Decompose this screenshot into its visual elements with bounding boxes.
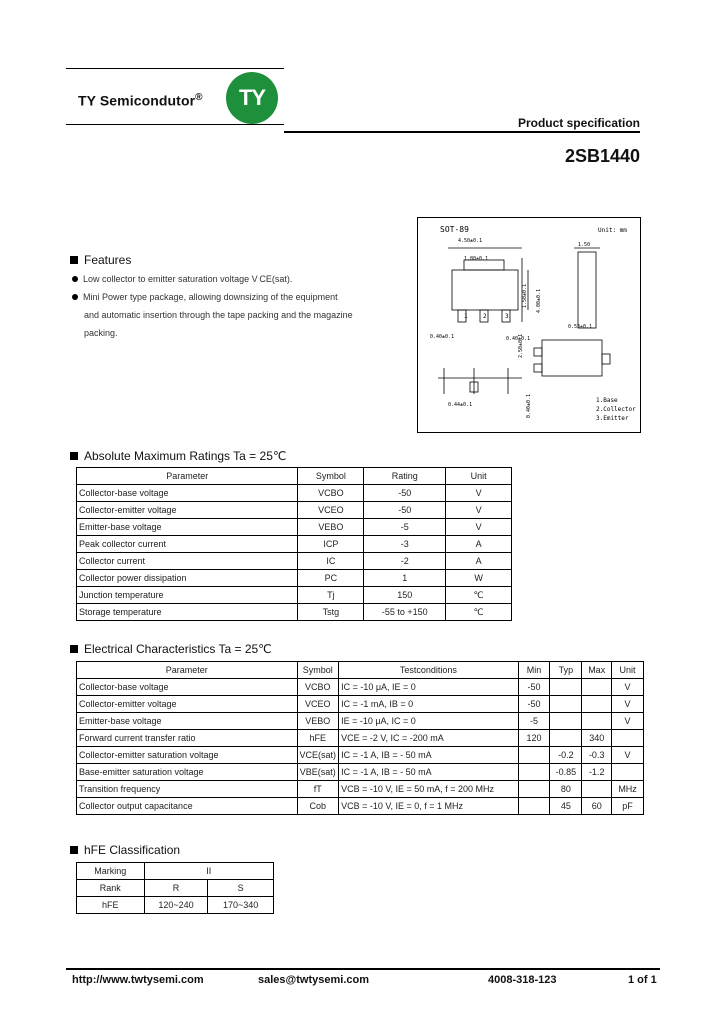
table-row [77, 485, 512, 502]
table-cell: Emitter-base voltage [77, 713, 298, 730]
table-cell: -2 [364, 553, 446, 570]
table-cell: Collector-emitter voltage [77, 502, 298, 519]
table-cell: pF [612, 798, 644, 815]
table-header-row: Parameter Symbol Rating Unit [77, 468, 512, 485]
footer-url[interactable]: http://www.twtysemi.com [72, 974, 204, 986]
features-heading: Features [70, 253, 131, 267]
table-row [77, 502, 512, 519]
package-drawing [417, 217, 641, 433]
table-cell: 150 [364, 587, 446, 604]
table-cell [518, 798, 550, 815]
bullet-dot-icon [72, 276, 78, 282]
table-cell: Collector-emitter voltage [77, 696, 298, 713]
table-cell [518, 747, 550, 764]
dim-label: 0.40±0.1 [526, 393, 532, 418]
table-row: Marking II [77, 863, 274, 880]
table-cell: -50 [364, 502, 446, 519]
feature-item: Mini Power type package, allowing downsizing of the equipment [72, 288, 392, 306]
table-cell: VCB = -10 V, IE = 0, f = 1 MHz [339, 798, 519, 815]
table-row [77, 553, 512, 570]
table-cell: Collector-base voltage [77, 485, 298, 502]
table-row [77, 519, 512, 536]
table-cell: V [446, 519, 512, 536]
table-cell: -50 [518, 679, 550, 696]
table-cell [582, 781, 612, 798]
table-cell: hFE [297, 730, 339, 747]
table-row: hFE 120~240 170~340 [77, 897, 274, 914]
dim-label: 1.50±0.1 [522, 283, 528, 308]
table-cell: V [612, 679, 644, 696]
footer-rule [66, 968, 660, 970]
table-cell: IC = -10 μA, IE = 0 [339, 679, 519, 696]
product-specification: Product specification [517, 116, 640, 130]
part-number: 2SB1440 [564, 146, 640, 166]
table-cell: V [446, 485, 512, 502]
table-cell [550, 696, 582, 713]
table-cell: A [446, 536, 512, 553]
table-cell: VEBO [298, 519, 364, 536]
table-row [77, 604, 512, 621]
table-row [77, 713, 644, 730]
table-row [77, 798, 644, 815]
table-cell: -50 [518, 696, 550, 713]
table-cell: Base-emitter saturation voltage [77, 764, 298, 781]
pin-number: 3 [505, 313, 509, 320]
dim-label: 0.53±0.1 [568, 324, 593, 330]
table-cell [550, 730, 582, 747]
ty-logo: TY [226, 72, 278, 124]
table-cell [550, 713, 582, 730]
table-cell: Cob [297, 798, 339, 815]
table-cell: VEBO [297, 713, 339, 730]
table-cell: Tstg [298, 604, 364, 621]
dim-label: 0.44±0.1 [448, 402, 473, 408]
table-cell: -0.85 [550, 764, 582, 781]
table-cell: Forward current transfer ratio [77, 730, 298, 747]
table-cell: Collector power dissipation [77, 570, 298, 587]
footer-email[interactable]: sales@twtysemi.com [258, 974, 369, 986]
table-cell: VCBO [298, 485, 364, 502]
dim-label: 4.00±0.1 [536, 288, 542, 313]
table-header-row: Parameter Symbol Testconditions Min Typ Max Unit [77, 662, 644, 679]
table-cell: 45 [550, 798, 582, 815]
table-cell: VCBO [297, 679, 339, 696]
elec-heading: Electrical Characteristics Ta = 25℃ [70, 642, 272, 656]
table-row [77, 696, 644, 713]
feature-item-cont: and automatic insertion through the tape packing and the magazine [84, 310, 353, 320]
table-cell [582, 696, 612, 713]
package-name: SOT-89 [440, 225, 469, 234]
table-row [77, 781, 644, 798]
pin-number: 1 [464, 313, 468, 320]
table-cell [612, 730, 644, 747]
table-cell: 80 [550, 781, 582, 798]
table-cell: IC = -1 A, IB = - 50 mA [339, 764, 519, 781]
feature-item: Low collector to emitter saturation voltage V CE(sat). [72, 270, 392, 288]
table-cell: V [612, 696, 644, 713]
table-cell: -1.2 [582, 764, 612, 781]
elec-char-table [76, 661, 644, 815]
abs-max-table [76, 467, 512, 621]
table-cell [518, 764, 550, 781]
table-cell: V [612, 713, 644, 730]
table-cell: fT [297, 781, 339, 798]
header-top-rule [66, 68, 284, 69]
table-cell: 1 [364, 570, 446, 587]
table-cell: Junction temperature [77, 587, 298, 604]
table-row [77, 730, 644, 747]
table-cell: PC [298, 570, 364, 587]
header-right-rule [284, 131, 640, 133]
dim-label: 4.50±0.1 [458, 238, 483, 244]
table-cell: -5 [364, 519, 446, 536]
table-cell: VCEO [298, 502, 364, 519]
table-cell: 120 [518, 730, 550, 747]
bullet-square-icon [70, 452, 78, 460]
table-cell: ICP [298, 536, 364, 553]
feature-item-cont: packing. [84, 328, 118, 338]
bullet-square-icon [70, 645, 78, 653]
table-cell: -0.2 [550, 747, 582, 764]
table-cell: Collector current [77, 553, 298, 570]
table-cell: VBE(sat) [297, 764, 339, 781]
table-cell: VCEO [297, 696, 339, 713]
hfe-table [76, 862, 274, 914]
table-row [77, 747, 644, 764]
table-cell: Collector output capacitance [77, 798, 298, 815]
table-cell: IC = -1 mA, IB = 0 [339, 696, 519, 713]
table-cell [518, 781, 550, 798]
table-row [77, 587, 512, 604]
dim-label: 2.50±0.1 [518, 333, 524, 358]
table-cell: IC = -1 A, IB = - 50 mA [339, 747, 519, 764]
dim-label: 1.50 [578, 242, 591, 248]
table-cell [582, 679, 612, 696]
table-cell: -3 [364, 536, 446, 553]
pin-legend-item: 2.Collector [596, 406, 636, 413]
dim-label: 0.40±0.1 [506, 336, 531, 342]
table-cell: MHz [612, 781, 644, 798]
dim-label: 1.80±0.1 [464, 256, 489, 262]
table-cell: A [446, 553, 512, 570]
table-cell: VCB = -10 V, IE = 50 mA, f = 200 MHz [339, 781, 519, 798]
table-cell [612, 764, 644, 781]
brand-name: TY Semicondutor® [78, 92, 203, 109]
table-cell: Tj [298, 587, 364, 604]
table-row [77, 536, 512, 553]
table-cell: Storage temperature [77, 604, 298, 621]
table-cell: VCE = -2 V, IC = -200 mA [339, 730, 519, 747]
table-cell: W [446, 570, 512, 587]
footer-phone: 4008-318-123 [488, 974, 557, 986]
table-cell: V [446, 502, 512, 519]
table-row [77, 570, 512, 587]
table-cell [550, 679, 582, 696]
table-cell: ℃ [446, 587, 512, 604]
package-unit: Unit: mm [598, 227, 627, 234]
table-cell: IC [298, 553, 364, 570]
table-cell: Collector-base voltage [77, 679, 298, 696]
table-cell: -0.3 [582, 747, 612, 764]
sot89-outline-diagram [418, 218, 640, 432]
table-cell: -50 [364, 485, 446, 502]
table-cell: VCE(sat) [297, 747, 339, 764]
table-cell: Collector-emitter saturation voltage [77, 747, 298, 764]
table-cell: 340 [582, 730, 612, 747]
pin-number: 2 [483, 313, 487, 320]
dim-label: 0.40±0.1 [430, 334, 455, 340]
table-row [77, 764, 644, 781]
pin-legend-item: 3.Emitter [596, 415, 629, 422]
features-list [72, 270, 392, 342]
table-cell: Emitter-base voltage [77, 519, 298, 536]
bullet-dot-icon [72, 294, 78, 300]
hfe-heading: hFE Classification [70, 843, 180, 857]
bullet-square-icon [70, 846, 78, 854]
footer-page: 1 of 1 [628, 974, 657, 986]
table-cell: ℃ [446, 604, 512, 621]
table-cell: V [612, 747, 644, 764]
header-mid-rule [66, 124, 284, 125]
table-cell: IE = -10 μA, IC = 0 [339, 713, 519, 730]
table-row [77, 679, 644, 696]
bullet-square-icon [70, 256, 78, 264]
table-cell: Peak collector current [77, 536, 298, 553]
table-cell: -5 [518, 713, 550, 730]
table-cell: Transition frequency [77, 781, 298, 798]
table-cell: 60 [582, 798, 612, 815]
table-cell: -55 to +150 [364, 604, 446, 621]
pin-legend-item: 1.Base [596, 397, 618, 404]
table-row: Rank R S [77, 880, 274, 897]
abs-max-heading: Absolute Maximum Ratings Ta = 25℃ [70, 449, 286, 463]
table-cell [582, 713, 612, 730]
